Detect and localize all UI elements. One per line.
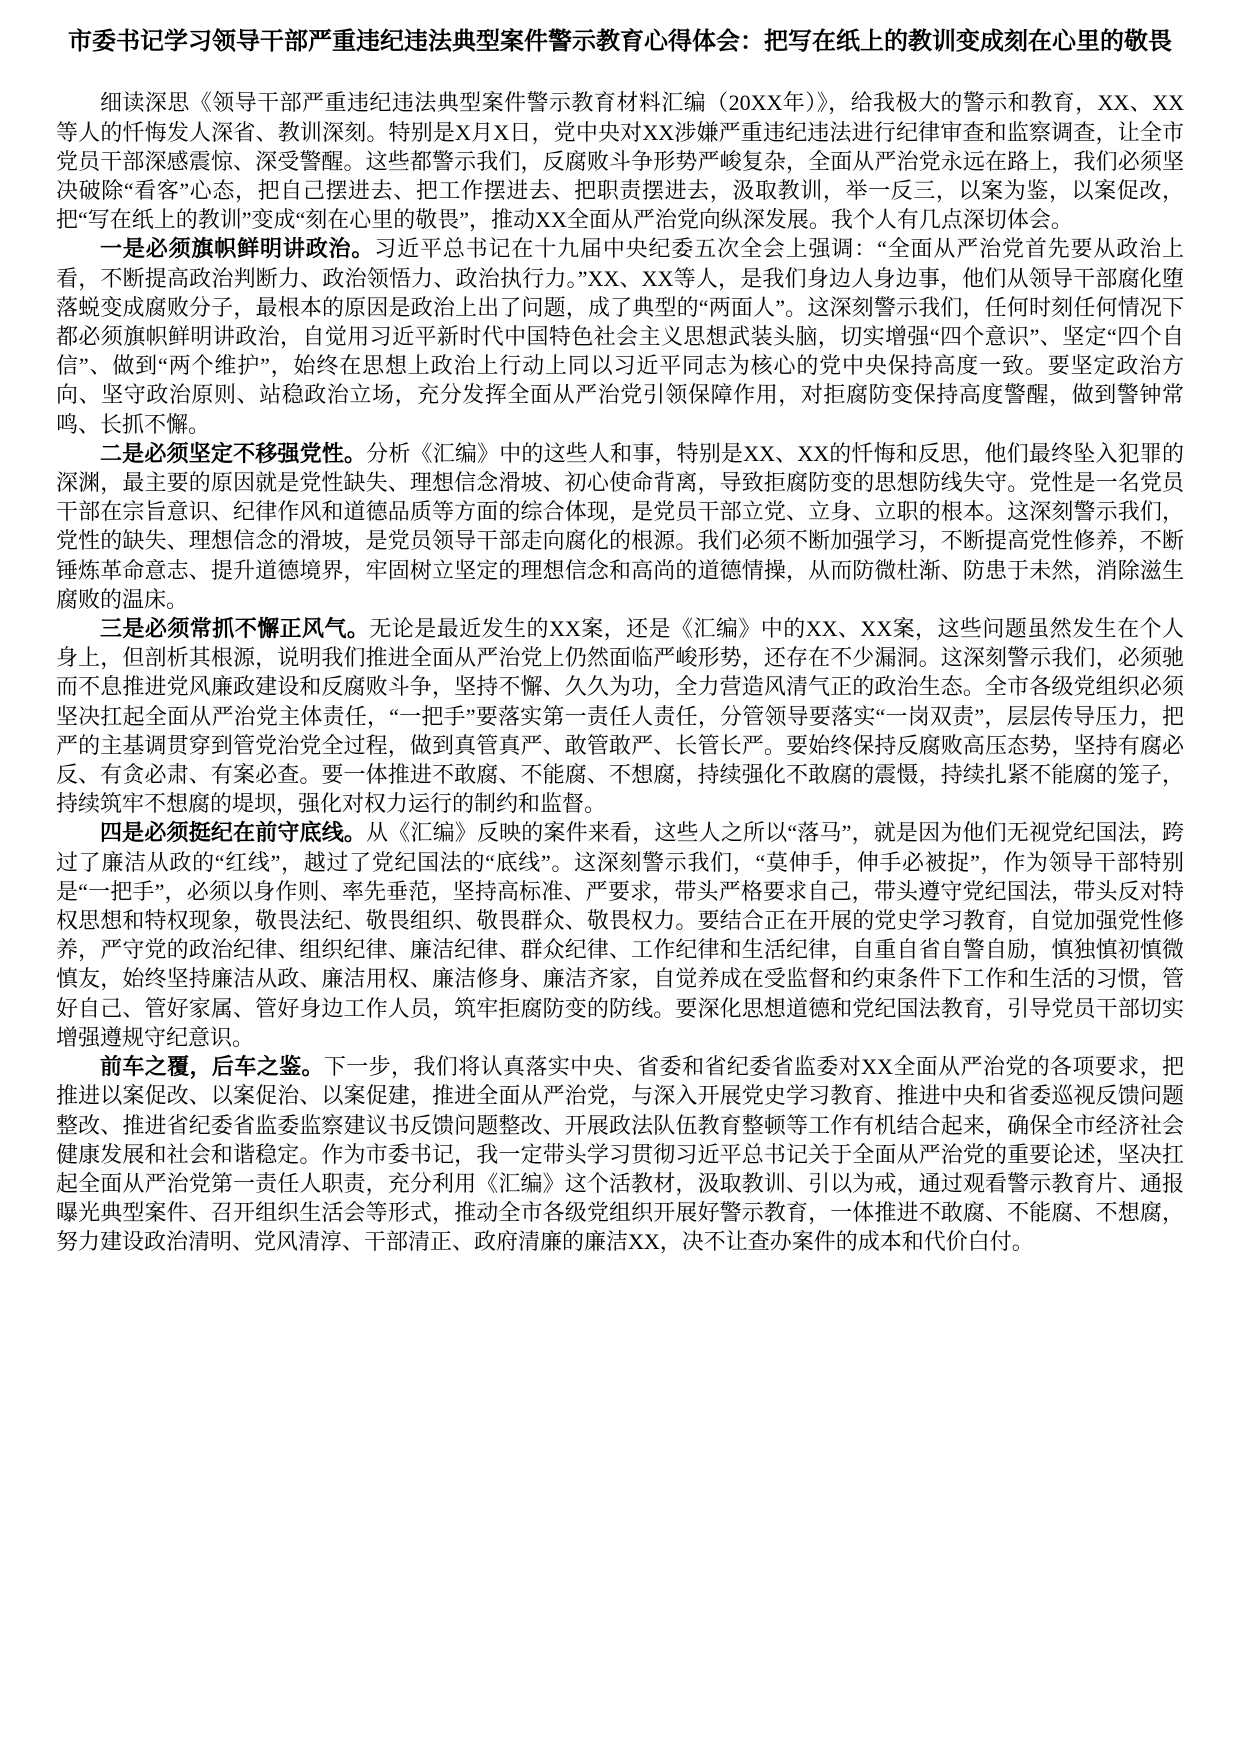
document-title: 市委书记学习领导干部严重违纪违法典型案件警示教育心得体会：把写在纸上的教训变成刻在心里的敬畏 (68, 29, 1172, 55)
paragraph (56, 614, 1184, 818)
document-body (56, 88, 1184, 1256)
paragraph (56, 818, 1184, 1052)
paragraph-lead: 三是必须常抓不懈正风气。 (100, 616, 370, 642)
paragraph-text: 无论是最近发生的XX案，还是《汇编》中的XX、XX案，这些问题虽然发生在个人身上，但剖析其根源，说明我们推进全面从严治党上仍然面临严峻形势，还存在不少漏洞。这深刻警示我们，必须驰而不息推进党风廉政建设和反腐败斗争，坚持不懈、久久为功，全力营造风清气正的政治生态。全市各级党组织必须坚决扛起全面从严治党主体责任，“一把手”要落实第一责任人责任，分管领导要落实“一岗双责”，层层传导压力，把严的主基调贯穿到管党治党全过程，做到真管真严、敢管敢严、长管长严。要始终保持反腐败高压态势，坚持有腐必反、有贪必肃、有案必查。要一体推进不敢腐、不能腐、不想腐，持续强化不敢腐的震慑，持续扎紧不能腐的笼子，持续筑牢不想腐的堤坝，强化对权力运行的制约和监督。 (56, 616, 1184, 817)
paragraph-text: 细读深思《领导干部严重违纪违法典型案件警示教育材料汇编（20XX年）》，给我极大的警示和教育，XX、XX等人的忏悔发人深省、教训深刻。特别是X月X日，党中央对XX涉嫌严重违纪违法进行纪律审查和监察调查，让全市党员干部深感震惊、深受警醒。这些都警示我们，反腐败斗争形势严峻复杂，全面从严治党永远在路上，我们必须坚决破除“看客”心态，把自己摆进去、把工作摆进去、把职责摆进去，汲取教训，举一反三，以案为鉴，以案促改，把“写在纸上的教训”变成“刻在心里的敬畏”，推动XX全面从严治党向纵深发展。我个人有几点深切体会。 (56, 90, 1184, 233)
paragraph-lead: 四是必须挺纪在前守底线。 (100, 820, 367, 846)
paragraph-text: 习近平总书记在十九届中央纪委五次全会上强调：“全面从严治党首先要从政治上看，不断提高政治判断力、政治领悟力、政治执行力。”XX、XX等人，是我们身边人身边事，他们从领导干部腐化堕落蜕变成腐败分子，最根本的原因是政治上出了问题，成了典型的“两面人”。这深刻警示我们，任何时刻任何情况下都必须旗帜鲜明讲政治，自觉用习近平新时代中国特色社会主义思想武装头脑，切实增强“四个意识”、坚定“四个自信”、做到“两个维护”，始终在思想上政治上行动上同以习近平同志为核心的党中央保持高度一致。要坚定政治方向、坚守政治原则、站稳政治立场，充分发挥全面从严治党引领保障作用，对拒腐防变保持高度警醒，做到警钟常鸣、长抓不懈。 (56, 236, 1184, 437)
paragraph-lead: 二是必须坚定不移强党性。 (100, 440, 367, 466)
paragraph-lead: 一是必须旗帜鲜明讲政治。 (100, 236, 375, 262)
paragraph (56, 1052, 1184, 1256)
paragraph-text: 下一步，我们将认真落实中央、省委和省纪委省监委对XX全面从严治党的各项要求，把推进以案促改、以案促治、以案促建，推进全面从严治党，与深入开展党史学习教育、推进中央和省委巡视反馈问题整改、推进省纪委省监委监察建议书反馈问题整改、开展政法队伍教育整顿等工作有机结合起来，确保全市经济社会健康发展和社会和谐稳定。作为市委书记，我一定带头学习贯彻习近平总书记关于全面从严治党的重要论述，坚决扛起全面从严治党第一责任人职责，充分利用《汇编》这个活教材，汲取教训、引以为戒，通过观看警示教育片、通报曝光典型案件、召开组织生活会等形式，推动全市各级党组织开展好警示教育，一体推进不敢腐、不能腐、不想腐，努力建设政治清明、党风清淳、干部清正、政府清廉的廉洁XX，决不让查办案件的成本和代价白付。 (56, 1054, 1184, 1255)
paragraph-text: 从《汇编》反映的案件来看，这些人之所以“落马”，就是因为他们无视党纪国法，跨过了廉洁从政的“红线”，越过了党纪国法的“底线”。这深刻警示我们，“莫伸手，伸手必被捉”，作为领导干部特别是“一把手”，必须以身作则、率先垂范，坚持高标准、严要求，带头严格要求自己，带头遵守党纪国法，带头反对特权思想和特权现象，敬畏法纪、敬畏组织、敬畏群众、敬畏权力。要结合正在开展的党史学习教育，自觉加强党性修养，严守党的政治纪律、组织纪律、廉洁纪律、群众纪律、工作纪律和生活纪律，自重自省自警自励，慎独慎初慎微慎友，始终坚持廉洁从政、廉洁用权、廉洁修身、廉洁齐家，自觉养成在受监督和约束条件下工作和生活的习惯，管好自己、管好家属、管好身边工作人员，筑牢拒腐防变的防线。要深化思想道德和党纪国法教育，引导党员干部切实增强遵规守纪意识。 (56, 820, 1184, 1050)
paragraph (56, 439, 1184, 614)
paragraph (56, 88, 1184, 234)
paragraph-text: 分析《汇编》中的这些人和事，特别是XX、XX的忏悔和反思，他们最终坠入犯罪的深渊，最主要的原因就是党性缺失、理想信念滑坡、初心使命背离，导致拒腐防变的思想防线失守。党性是一名党员干部在宗旨意识、纪律作风和道德品质等方面的综合体现，是党员干部立党、立身、立职的根本。这深刻警示我们，党性的缺失、理想信念的滑坡，是党员领导干部走向腐化的根源。我们必须不断加强学习，不断提高党性修养，不断锤炼革命意志、提升道德境界，牢固树立坚定的理想信念和高尚的道德情操，从而防微杜渐、防患于未然，消除滋生腐败的温床。 (56, 440, 1184, 612)
paragraph (56, 234, 1184, 438)
paragraph-lead: 前车之覆，后车之鉴。 (100, 1054, 324, 1080)
